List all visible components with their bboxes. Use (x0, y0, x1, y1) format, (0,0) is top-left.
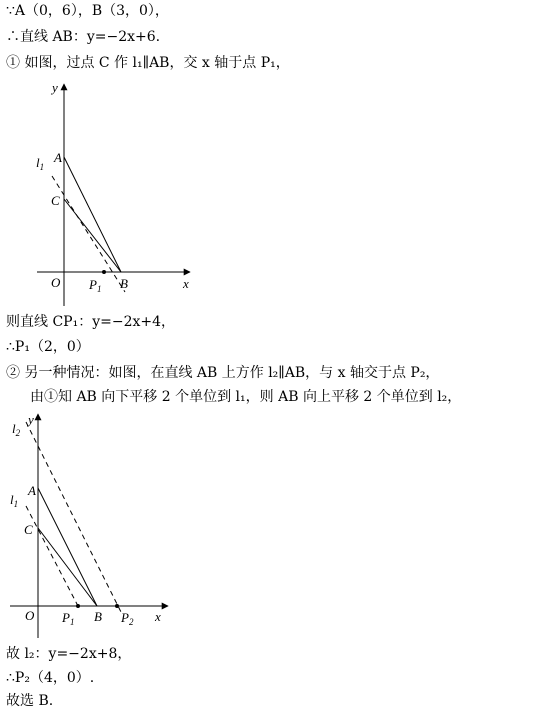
label-o: O (25, 608, 35, 623)
text-line-6: ② 另一种情况：如图，在直线 AB 上方作 l₂∥AB，与 x 轴交于点 P₂， (6, 365, 440, 381)
text-line-7: 由①知 AB 向下平移 2 个单位到 l₁，则 AB 向上平移 2 个单位到 l₂， (30, 389, 462, 405)
label-b: B (94, 609, 102, 624)
label-a: A (54, 150, 62, 165)
label-l1: $l_1$ (10, 492, 19, 509)
text-line-4: 则直线 CP₁：y=−2x+4， (6, 314, 176, 330)
line-cb (38, 528, 97, 606)
label-c: C (24, 522, 33, 537)
label-l2: $l_2$ (12, 421, 21, 438)
line-l2 (26, 422, 122, 614)
point-p1 (102, 270, 106, 274)
label-y: y (28, 412, 34, 427)
label-o: O (51, 275, 61, 290)
label-a: A (28, 483, 36, 498)
label-x: x (155, 609, 161, 624)
text-line-3: ① 如图，过点 C 作 l₁∥AB，交 x 轴于点 P₁， (6, 55, 290, 71)
label-p1: $P_1$ (89, 277, 102, 294)
text-line-8: 故 l₂：y=−2x+8， (6, 646, 132, 662)
text-line-2: ∴直线 AB：y=−2x+6. (6, 29, 161, 45)
point-p1 (76, 604, 80, 608)
label-b: B (120, 276, 128, 291)
label-c: C (51, 193, 60, 208)
figure-1 (0, 76, 220, 311)
label-p1: $P_1$ (62, 610, 75, 627)
text-line-1: ∵A（0，6），B（3，0）， (6, 3, 169, 19)
text-line-5: ∴P₁（2，0） (6, 339, 90, 355)
label-l1: $l_1$ (36, 155, 45, 172)
line-l1 (52, 176, 125, 292)
line-l1 (26, 506, 78, 606)
figure-2 (0, 410, 200, 640)
line-ab (64, 157, 121, 272)
label-x: x (183, 276, 189, 291)
label-p2: $P_2$ (121, 610, 134, 627)
point-p2 (115, 604, 119, 608)
text-line-9: ∴P₂（4，0）. (6, 670, 95, 686)
label-y: y (52, 80, 58, 95)
text-line-10: 故选 B. (6, 693, 54, 709)
line-cb (64, 199, 121, 272)
